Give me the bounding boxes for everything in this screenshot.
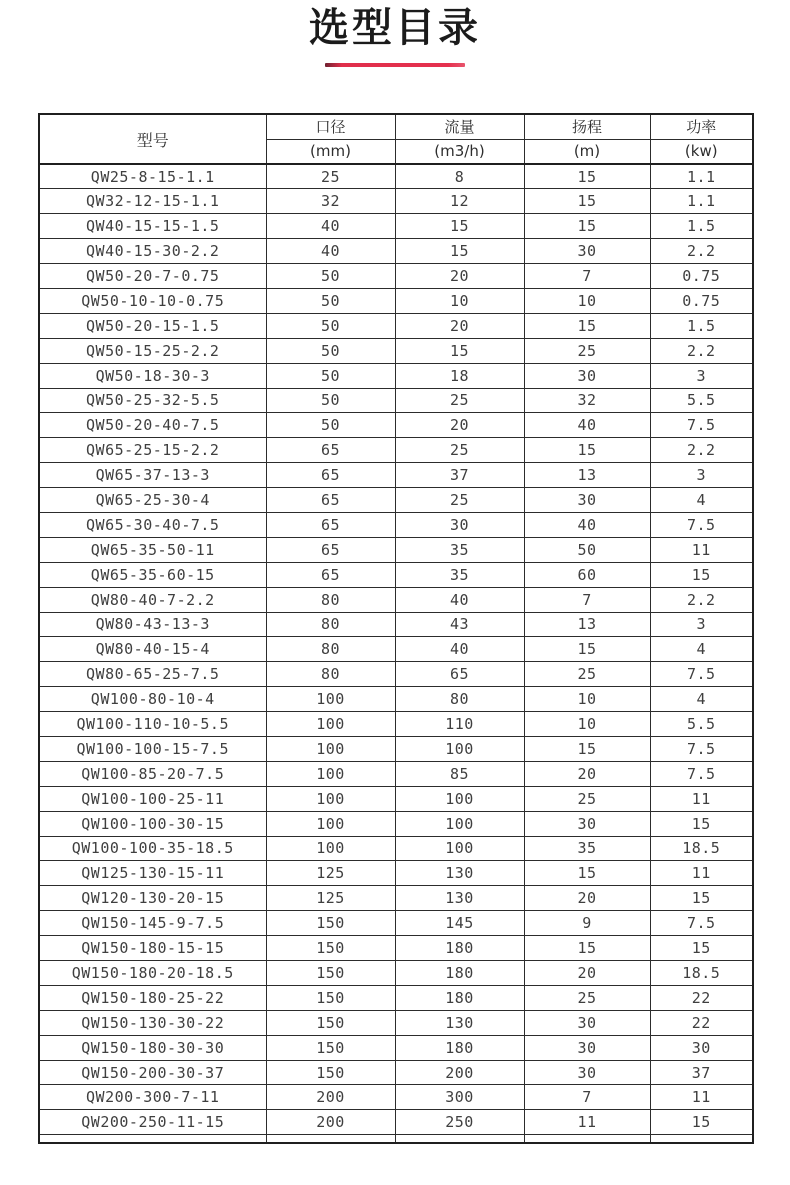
flow-cell: 35 (395, 562, 524, 587)
table-row (39, 1035, 753, 1060)
head-cell: 60 (524, 562, 650, 587)
flow-cell: 130 (395, 886, 524, 911)
table-row (39, 936, 753, 961)
head-cell: 30 (524, 363, 650, 388)
head-cell: 40 (524, 413, 650, 438)
diameter-cell: 150 (266, 961, 395, 986)
head-cell: 20 (524, 886, 650, 911)
diameter-cell: 50 (266, 313, 395, 338)
flow-cell: 110 (395, 712, 524, 737)
power-cell: 18.5 (650, 836, 753, 861)
model-cell: QW65-35-60-15 (39, 562, 266, 587)
model-cell: QW32-12-15-1.1 (39, 189, 266, 214)
power-cell: 7.5 (650, 911, 753, 936)
table-row (39, 911, 753, 936)
flow-cell: 30 (395, 512, 524, 537)
flow-cell: 180 (395, 1035, 524, 1060)
head-cell: 15 (524, 214, 650, 239)
diameter-cell: 50 (266, 363, 395, 388)
table-row (39, 562, 753, 587)
flow-cell: 100 (395, 836, 524, 861)
model-cell: QW200-250-11-15 (39, 1110, 266, 1135)
power-cell: 1.5 (650, 214, 753, 239)
diameter-cell: 80 (266, 587, 395, 612)
head-cell: 7 (524, 264, 650, 289)
table-row (39, 836, 753, 861)
power-cell: 4 (650, 488, 753, 513)
power-cell: 2.2 (650, 587, 753, 612)
power-cell: 7.5 (650, 761, 753, 786)
table-row (39, 587, 753, 612)
power-cell: 30 (650, 1035, 753, 1060)
flow-cell: 250 (395, 1110, 524, 1135)
model-cell: QW150-180-25-22 (39, 985, 266, 1010)
model-cell: QW65-25-15-2.2 (39, 438, 266, 463)
table-header (39, 114, 753, 164)
head-cell: 30 (524, 239, 650, 264)
model-cell: QW200-300-7-11 (39, 1085, 266, 1110)
col-unit-power: (kw) (650, 139, 753, 164)
model-cell: QW65-37-13-3 (39, 463, 266, 488)
table-row (39, 1060, 753, 1085)
table-row (39, 886, 753, 911)
diameter-cell: 50 (266, 264, 395, 289)
table-row (39, 338, 753, 363)
flow-cell: 10 (395, 288, 524, 313)
diameter-cell: 100 (266, 836, 395, 861)
diameter-cell: 80 (266, 637, 395, 662)
model-cell: QW50-20-15-1.5 (39, 313, 266, 338)
model-cell: QW65-25-30-4 (39, 488, 266, 513)
title-accent-divider (325, 63, 465, 67)
flow-cell: 200 (395, 1060, 524, 1085)
head-cell: 9 (524, 911, 650, 936)
flow-cell: 8 (395, 164, 524, 189)
model-cell: QW100-100-30-15 (39, 811, 266, 836)
flow-cell: 20 (395, 413, 524, 438)
table-row (39, 712, 753, 737)
power-cell: 2.2 (650, 438, 753, 463)
pump-selection-table (38, 113, 754, 1144)
power-cell: 4 (650, 637, 753, 662)
model-cell: QW80-43-13-3 (39, 612, 266, 637)
flow-cell: 15 (395, 338, 524, 363)
power-cell (650, 1135, 753, 1143)
model-cell: QW40-15-30-2.2 (39, 239, 266, 264)
col-header-head: 扬程 (524, 114, 650, 139)
head-cell: 30 (524, 811, 650, 836)
table-row (39, 537, 753, 562)
head-cell: 15 (524, 861, 650, 886)
flow-cell: 35 (395, 537, 524, 562)
page-title: 选型目录 (309, 5, 481, 51)
model-cell: QW80-65-25-7.5 (39, 662, 266, 687)
diameter-cell: 100 (266, 761, 395, 786)
table-row (39, 313, 753, 338)
table-row (39, 786, 753, 811)
head-cell: 40 (524, 512, 650, 537)
table-row (39, 214, 753, 239)
flow-cell: 15 (395, 214, 524, 239)
head-cell: 30 (524, 488, 650, 513)
diameter-cell: 150 (266, 1035, 395, 1060)
flow-cell: 80 (395, 687, 524, 712)
diameter-cell: 40 (266, 239, 395, 264)
diameter-cell: 65 (266, 463, 395, 488)
model-cell: QW150-180-30-30 (39, 1035, 266, 1060)
model-cell: QW100-80-10-4 (39, 687, 266, 712)
head-cell: 7 (524, 1085, 650, 1110)
model-cell: QW100-85-20-7.5 (39, 761, 266, 786)
model-cell: QW125-130-15-11 (39, 861, 266, 886)
flow-cell: 40 (395, 637, 524, 662)
model-cell: QW50-18-30-3 (39, 363, 266, 388)
col-unit-flow: (m3/h) (395, 139, 524, 164)
diameter-cell: 125 (266, 886, 395, 911)
table-row (39, 438, 753, 463)
diameter-cell: 40 (266, 214, 395, 239)
col-unit-diameter: (mm) (266, 139, 395, 164)
diameter-cell: 65 (266, 562, 395, 587)
flow-cell: 18 (395, 363, 524, 388)
model-cell: QW150-180-20-18.5 (39, 961, 266, 986)
head-cell: 7 (524, 587, 650, 612)
head-cell: 32 (524, 388, 650, 413)
diameter-cell: 32 (266, 189, 395, 214)
model-cell: QW150-145-9-7.5 (39, 911, 266, 936)
diameter-cell: 65 (266, 488, 395, 513)
head-cell: 13 (524, 612, 650, 637)
diameter-cell: 125 (266, 861, 395, 886)
table-row (39, 1085, 753, 1110)
head-cell: 25 (524, 662, 650, 687)
power-cell: 22 (650, 985, 753, 1010)
model-cell: QW150-130-30-22 (39, 1010, 266, 1035)
diameter-cell: 200 (266, 1085, 395, 1110)
head-cell: 20 (524, 961, 650, 986)
power-cell: 1.5 (650, 313, 753, 338)
diameter-cell: 100 (266, 811, 395, 836)
power-cell: 37 (650, 1060, 753, 1085)
diameter-cell: 80 (266, 612, 395, 637)
flow-cell: 65 (395, 662, 524, 687)
model-cell: QW50-10-10-0.75 (39, 288, 266, 313)
flow-cell: 25 (395, 488, 524, 513)
col-header-flow: 流量 (395, 114, 524, 139)
model-cell (39, 1135, 266, 1143)
model-cell: QW25-8-15-1.1 (39, 164, 266, 189)
power-cell: 22 (650, 1010, 753, 1035)
table-row (39, 1010, 753, 1035)
table-row (39, 985, 753, 1010)
diameter-cell (266, 1135, 395, 1143)
flow-cell: 130 (395, 861, 524, 886)
head-cell: 15 (524, 438, 650, 463)
table-row (39, 687, 753, 712)
table-row (39, 463, 753, 488)
head-cell: 11 (524, 1110, 650, 1135)
power-cell: 11 (650, 537, 753, 562)
diameter-cell: 65 (266, 537, 395, 562)
head-cell: 25 (524, 338, 650, 363)
catalog-table-wrap (38, 113, 752, 1144)
diameter-cell: 150 (266, 1010, 395, 1035)
power-cell: 1.1 (650, 164, 753, 189)
power-cell: 5.5 (650, 388, 753, 413)
head-cell: 20 (524, 761, 650, 786)
flow-cell: 130 (395, 1010, 524, 1035)
diameter-cell: 150 (266, 985, 395, 1010)
power-cell: 7.5 (650, 413, 753, 438)
head-cell: 13 (524, 463, 650, 488)
head-cell: 25 (524, 786, 650, 811)
model-cell: QW50-25-32-5.5 (39, 388, 266, 413)
table-row (39, 736, 753, 761)
head-cell: 30 (524, 1035, 650, 1060)
table-row (39, 164, 753, 189)
power-cell: 2.2 (650, 338, 753, 363)
head-cell: 10 (524, 687, 650, 712)
table-row (39, 189, 753, 214)
model-cell: QW65-35-50-11 (39, 537, 266, 562)
power-cell: 18.5 (650, 961, 753, 986)
power-cell: 4 (650, 687, 753, 712)
table-row (39, 637, 753, 662)
diameter-cell: 100 (266, 786, 395, 811)
head-cell: 50 (524, 537, 650, 562)
diameter-cell: 50 (266, 338, 395, 363)
model-cell: QW100-100-15-7.5 (39, 736, 266, 761)
table-row (39, 488, 753, 513)
table-row (39, 363, 753, 388)
model-cell: QW80-40-7-2.2 (39, 587, 266, 612)
power-cell: 15 (650, 1110, 753, 1135)
power-cell: 5.5 (650, 712, 753, 737)
col-header-model: 型号 (39, 114, 266, 164)
table-row (39, 1110, 753, 1135)
power-cell: 15 (650, 936, 753, 961)
head-cell (524, 1135, 650, 1143)
flow-cell (395, 1135, 524, 1143)
diameter-cell: 65 (266, 438, 395, 463)
diameter-cell: 150 (266, 911, 395, 936)
power-cell: 0.75 (650, 264, 753, 289)
flow-cell: 25 (395, 388, 524, 413)
head-cell: 15 (524, 189, 650, 214)
flow-cell: 15 (395, 239, 524, 264)
table-row (39, 239, 753, 264)
flow-cell: 100 (395, 786, 524, 811)
head-cell: 10 (524, 288, 650, 313)
diameter-cell: 25 (266, 164, 395, 189)
power-cell: 3 (650, 363, 753, 388)
model-cell: QW100-110-10-5.5 (39, 712, 266, 737)
flow-cell: 300 (395, 1085, 524, 1110)
head-cell: 35 (524, 836, 650, 861)
col-header-power: 功率 (650, 114, 753, 139)
head-cell: 25 (524, 985, 650, 1010)
col-header-diameter: 口径 (266, 114, 395, 139)
diameter-cell: 150 (266, 1060, 395, 1085)
head-cell: 15 (524, 313, 650, 338)
model-cell: QW120-130-20-15 (39, 886, 266, 911)
diameter-cell: 100 (266, 736, 395, 761)
power-cell: 7.5 (650, 512, 753, 537)
diameter-cell: 150 (266, 936, 395, 961)
power-cell: 15 (650, 811, 753, 836)
power-cell: 15 (650, 886, 753, 911)
power-cell: 1.1 (650, 189, 753, 214)
table-row (39, 413, 753, 438)
partial-table-row (39, 1135, 753, 1143)
model-cell: QW40-15-15-1.5 (39, 214, 266, 239)
model-cell: QW150-180-15-15 (39, 936, 266, 961)
flow-cell: 100 (395, 736, 524, 761)
flow-cell: 43 (395, 612, 524, 637)
model-cell: QW50-15-25-2.2 (39, 338, 266, 363)
flow-cell: 100 (395, 811, 524, 836)
diameter-cell: 50 (266, 388, 395, 413)
model-cell: QW150-200-30-37 (39, 1060, 266, 1085)
head-cell: 15 (524, 936, 650, 961)
power-cell: 7.5 (650, 736, 753, 761)
power-cell: 3 (650, 463, 753, 488)
power-cell: 7.5 (650, 662, 753, 687)
table-body (39, 164, 753, 1135)
diameter-cell: 200 (266, 1110, 395, 1135)
table-row (39, 288, 753, 313)
diameter-cell: 50 (266, 288, 395, 313)
diameter-cell: 80 (266, 662, 395, 687)
head-cell: 30 (524, 1060, 650, 1085)
flow-cell: 180 (395, 936, 524, 961)
power-cell: 11 (650, 786, 753, 811)
flow-cell: 180 (395, 961, 524, 986)
flow-cell: 145 (395, 911, 524, 936)
power-cell: 11 (650, 861, 753, 886)
flow-cell: 37 (395, 463, 524, 488)
table-row (39, 512, 753, 537)
table-row (39, 388, 753, 413)
flow-cell: 12 (395, 189, 524, 214)
power-cell: 11 (650, 1085, 753, 1110)
header-row-names (39, 114, 753, 139)
table-row (39, 264, 753, 289)
flow-cell: 180 (395, 985, 524, 1010)
model-cell: QW50-20-40-7.5 (39, 413, 266, 438)
model-cell: QW100-100-35-18.5 (39, 836, 266, 861)
table-row (39, 761, 753, 786)
head-cell: 15 (524, 736, 650, 761)
flow-cell: 25 (395, 438, 524, 463)
diameter-cell: 100 (266, 712, 395, 737)
col-unit-head: (m) (524, 139, 650, 164)
table-row (39, 861, 753, 886)
power-cell: 0.75 (650, 288, 753, 313)
head-cell: 30 (524, 1010, 650, 1035)
model-cell: QW50-20-7-0.75 (39, 264, 266, 289)
power-cell: 2.2 (650, 239, 753, 264)
head-cell: 15 (524, 637, 650, 662)
table-row (39, 811, 753, 836)
power-cell: 3 (650, 612, 753, 637)
flow-cell: 20 (395, 264, 524, 289)
model-cell: QW80-40-15-4 (39, 637, 266, 662)
head-cell: 10 (524, 712, 650, 737)
head-cell: 15 (524, 164, 650, 189)
diameter-cell: 50 (266, 413, 395, 438)
table-row (39, 961, 753, 986)
table-row (39, 612, 753, 637)
flow-cell: 40 (395, 587, 524, 612)
flow-cell: 85 (395, 761, 524, 786)
power-cell: 15 (650, 562, 753, 587)
flow-cell: 20 (395, 313, 524, 338)
diameter-cell: 100 (266, 687, 395, 712)
table-body-clipped (39, 1135, 753, 1143)
model-cell: QW65-30-40-7.5 (39, 512, 266, 537)
diameter-cell: 65 (266, 512, 395, 537)
model-cell: QW100-100-25-11 (39, 786, 266, 811)
table-row (39, 662, 753, 687)
